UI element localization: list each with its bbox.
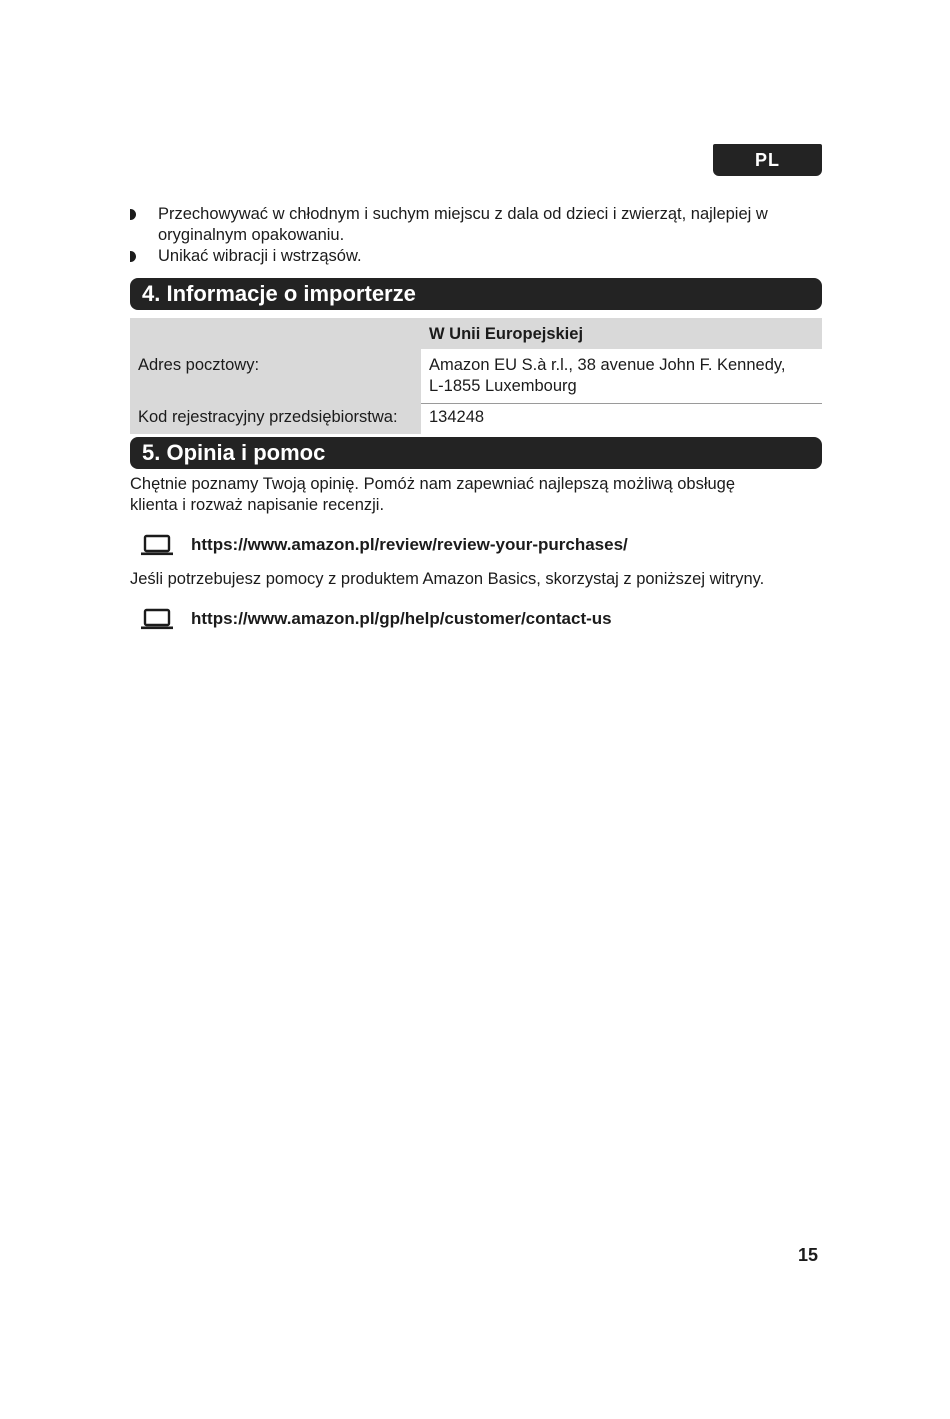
- table-row: [130, 349, 822, 404]
- review-link[interactable]: https://www.amazon.pl/review/review-your-purchases/: [191, 535, 628, 554]
- table-header-empty: [130, 318, 421, 349]
- bullet-text: Unikać wibracji i wstrząsów.: [158, 247, 362, 265]
- list-item: [130, 204, 820, 246]
- bullet-text: Przechowywać w chłodnym i suchym miejscu z dala od dzieci i zwierząt, najlepiej w oryginalnym opakowaniu.: [158, 205, 768, 244]
- address-value: [421, 349, 822, 404]
- section-heading-importer: 4. Informacje o importerze: [130, 278, 822, 310]
- help-text: Jeśli potrzebujesz pomocy z produktem Amazon Basics, skorzystaj z poniższej witryny.: [130, 570, 765, 588]
- review-link-row[interactable]: [140, 534, 628, 556]
- table-header-row: [130, 318, 822, 349]
- section-heading-feedback: 5. Opinia i pomoc: [130, 437, 822, 469]
- laptop-icon: [140, 534, 174, 556]
- importer-table: [130, 318, 822, 434]
- storage-bullet-list: [130, 204, 820, 267]
- address-line-1: Amazon EU S.à r.l., 38 avenue John F. Kennedy,: [429, 356, 786, 374]
- address-line-2: L-1855 Luxembourg: [429, 377, 577, 395]
- laptop-icon: [140, 608, 174, 630]
- table-row: [130, 404, 822, 435]
- address-label: Adres pocztowy:: [130, 349, 421, 404]
- feedback-intro-line-2: klienta i rozważ napisanie recenzji.: [130, 496, 385, 514]
- list-item: [130, 246, 820, 267]
- language-tab: PL: [713, 144, 822, 176]
- feedback-intro: [130, 474, 820, 516]
- registration-label: Kod rejestracyjny przedsiębiorstwa:: [130, 404, 421, 435]
- contact-link-row[interactable]: [140, 608, 612, 630]
- contact-link[interactable]: https://www.amazon.pl/gp/help/customer/contact-us: [191, 609, 612, 628]
- page-number: 15: [798, 1245, 819, 1265]
- feedback-intro-line-1: Chętnie poznamy Twoją opinię. Pomóż nam zapewniać najlepszą możliwą obsługę: [130, 475, 736, 493]
- bullet-icon: [130, 251, 136, 262]
- registration-value: 134248: [421, 404, 822, 435]
- table-header-eu: W Unii Europejskiej: [421, 318, 822, 349]
- bullet-icon: [130, 209, 136, 220]
